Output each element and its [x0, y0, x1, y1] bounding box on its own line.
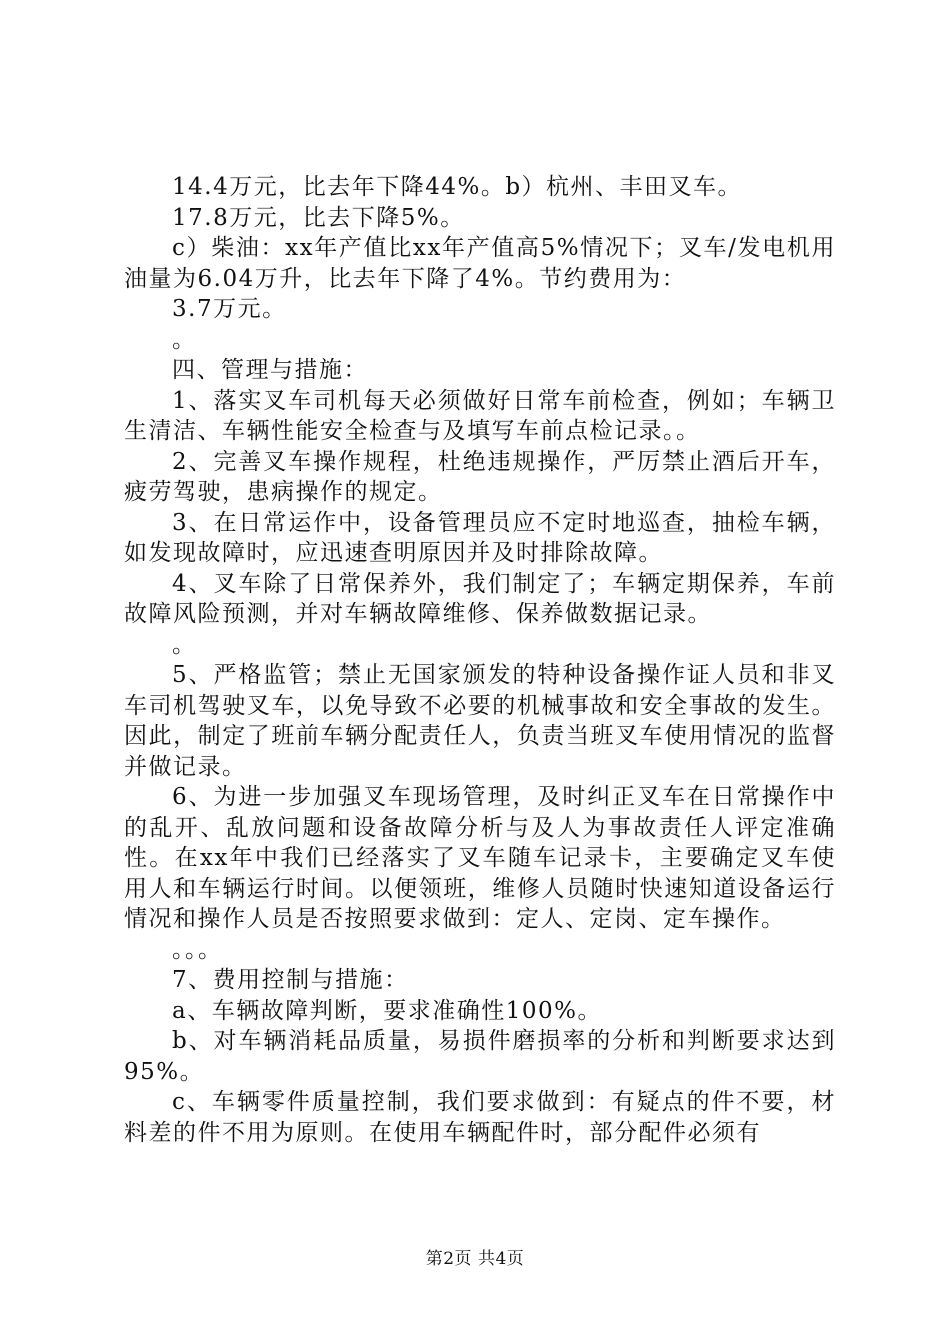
- page-number: 第2页 共4页: [425, 1249, 525, 1269]
- paragraph: 3、在日常运作中，设备管理员应不定时地巡查，抽检车辆，如发现故障时，应迅速查明原因并及时排除故障。: [124, 509, 836, 566]
- document-body: [124, 172, 836, 1148]
- paragraph: b、对车辆消耗品质量，易损件磨损率的分析和判断要求达到95%。: [124, 1028, 836, 1085]
- paragraph: 1、落实叉车司机每天必须做好日常车前检查，例如；车辆卫生清洁、车辆性能安全检查与及填写车前点检记录。。: [124, 387, 836, 444]
- paragraph: 3.7万元。: [172, 296, 287, 322]
- paragraph: 4、叉车除了日常保养外，我们制定了；车辆定期保养，车前故障风险预测，并对车辆故障维修、保养做数据记录。: [124, 570, 836, 627]
- paragraph: c）柴油：xx年产值比xx年产值高5%情况下；叉车/发电机用油量为6.04万升，比去年下降了4%。节约费用为：: [124, 235, 836, 292]
- section-heading: 四、管理与措施：: [172, 357, 368, 383]
- paragraph: 。。。: [172, 936, 223, 963]
- paragraph: a、车辆故障判断，要求准确性100%。: [172, 997, 602, 1024]
- paragraph: 6、为进一步加强叉车现场管理，及时纠正叉车在日常操作中的乱开、乱放问题和设备故障分析与及人为事故责任人评定准确性。在xx年中我们已经落实了叉车随车记录卡，主要确定叉车使用人和车辆运行时间。以便领班，维修人员随时快速知道设备运行情况和操作人员是否按照要求做到：定人、定岗、定车操作。: [124, 784, 836, 932]
- paragraph: 2、完善叉车操作规程，杜绝违规操作，严厉禁止酒后开车，疲劳驾驶，患病操作的规定。: [124, 448, 836, 505]
- paragraph: 7、费用控制与措施：: [172, 967, 409, 993]
- paragraph: 17.8万元，比去下降5%。: [172, 204, 465, 231]
- page-footer: [0, 1244, 950, 1269]
- paragraph: 。: [172, 326, 197, 353]
- paragraph: 14.4万元，比去年下降44%。b）杭州、丰田叉车。: [172, 174, 743, 200]
- paragraph: 5、严格监管；禁止无国家颁发的特种设备操作证人员和非叉车司机驾驶叉车，以免导致不必要的机械事故和安全事故的发生。因此，制定了班前车辆分配责任人，负责当班叉车使用情况的监督并做记录。: [124, 662, 836, 780]
- paragraph: 。: [172, 631, 197, 658]
- paragraph: c、车辆零件质量控制，我们要求做到：有疑点的件不要，材料差的件不用为原则。在使用车辆配件时，部分配件必须有: [124, 1089, 836, 1146]
